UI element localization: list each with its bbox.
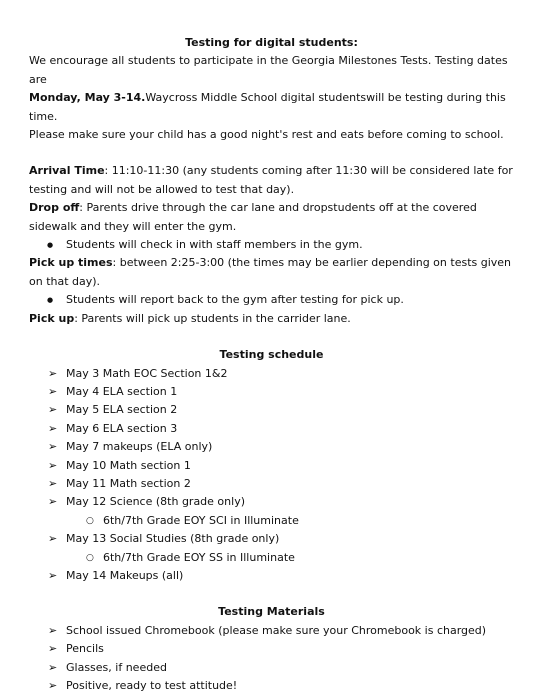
intro-line-1: We encourage all students to participate in the Georgia Milestones Tests. Testing dates are: [29, 54, 508, 86]
arrival-time: [29, 162, 514, 199]
intro-paragraph: [29, 52, 514, 144]
arrow-bullet-icon: ➢: [48, 660, 58, 674]
pickup-label: Pick up: [29, 311, 75, 325]
digital-testing-heading: Testing for digital students:: [185, 36, 358, 49]
arrow-bullet-icon: ➢: [48, 440, 58, 454]
arrow-bullet-icon: ➢: [48, 366, 58, 380]
list-item: ➢ May 14 Makeups (all): [29, 567, 514, 585]
arrow-bullet-icon: ➢: [48, 421, 58, 435]
list-item: ➢ May 7 makeups (ELA only): [29, 438, 514, 456]
dropoff-list: [29, 236, 514, 254]
schedule-heading: Testing schedule: [219, 348, 324, 362]
list-item: ● Students will report back to the gym after testing for pick up.: [29, 291, 514, 309]
pick-up: [29, 310, 514, 328]
materials-heading: Testing Materials: [218, 605, 325, 619]
arrow-bullet-icon: ➢: [48, 623, 58, 637]
list-item: ➢ May 4 ELA section 1: [29, 383, 514, 401]
arrow-bullet-icon: ➢: [48, 384, 58, 398]
sub-list: [66, 549, 514, 567]
sub-list-item: ○ 6th/7th Grade EOY SS in Illuminate: [29, 549, 514, 567]
dropoff-text: : Parents drive through the car lane and dropstudents off at the covered sidewalk and they will enter the gym.: [29, 201, 477, 233]
pickup-list: [29, 291, 514, 309]
arrow-bullet-icon: ➢: [48, 458, 58, 472]
arrow-bullet-icon: ➢: [48, 568, 58, 582]
arrow-bullet-icon: ➢: [48, 642, 58, 656]
list-item: ➢ School issued Chromebook (please make sure your Chromebook is charged): [29, 622, 514, 640]
list-item: ➢ May 10 Math section 1: [29, 457, 514, 475]
intro-line-2: Waycross Middle School digital studentswill be testing during this time.: [29, 91, 506, 123]
pickup-text: : Parents will pick up students in the carrider lane.: [74, 311, 351, 325]
list-item: ● Students will check in with staff members in the gym.: [29, 236, 514, 254]
materials-list: [29, 622, 514, 695]
arrival-label: Arrival Time: [29, 164, 105, 178]
list-item: ➢ May 12 Science (8th grade only) ○ 6th/7th Grade EOY SCI in Illuminate: [29, 493, 514, 530]
arrow-bullet-icon: ➢: [48, 476, 58, 490]
list-item: ➢ Pencils: [29, 640, 514, 658]
circle-bullet-icon: ○: [86, 552, 94, 563]
arrow-bullet-icon: ➢: [48, 403, 58, 417]
list-item: ➢ May 6 ELA section 3: [29, 420, 514, 438]
arrival-text: : 11:10-11:30 (any students coming after 11:30 will be considered late for testing and will not be allowed to test that day).: [29, 164, 513, 196]
circle-bullet-icon: ○: [86, 515, 94, 526]
testing-dates: Monday, May 3-14.: [29, 91, 146, 105]
sub-list: [66, 512, 514, 530]
pick-up-times: [29, 254, 514, 291]
schedule-list: [29, 365, 514, 586]
list-item: ➢ Positive, ready to test attitude!: [29, 677, 514, 695]
arrow-bullet-icon: ➢: [48, 679, 58, 692]
list-item: ➢ May 11 Math section 2: [29, 475, 514, 493]
pickup-times-label: Pick up times: [29, 256, 113, 270]
document-page: [29, 34, 514, 695]
arrow-bullet-icon: ➢: [48, 495, 58, 509]
sub-list-item: ○ 6th/7th Grade EOY SCI in Illuminate: [29, 512, 514, 530]
intro-line-3: Please make sure your child has a good night's rest and eats before coming to school.: [29, 128, 504, 142]
drop-off: [29, 199, 514, 236]
list-item: ➢ May 3 Math EOC Section 1&2: [29, 365, 514, 383]
dropoff-label: Drop off: [29, 201, 80, 215]
list-item: ➢ Glasses, if needed: [29, 659, 514, 677]
pickup-times-text: : between 2:25-3:00 (the times may be earlier depending on tests given on that day).: [29, 256, 512, 288]
list-item: ➢ May 13 Social Studies (8th grade only) ○ 6th/7th Grade EOY SS in Illuminate: [29, 530, 514, 567]
list-item: ➢ May 5 ELA section 2: [29, 401, 514, 419]
arrow-bullet-icon: ➢: [48, 532, 58, 546]
